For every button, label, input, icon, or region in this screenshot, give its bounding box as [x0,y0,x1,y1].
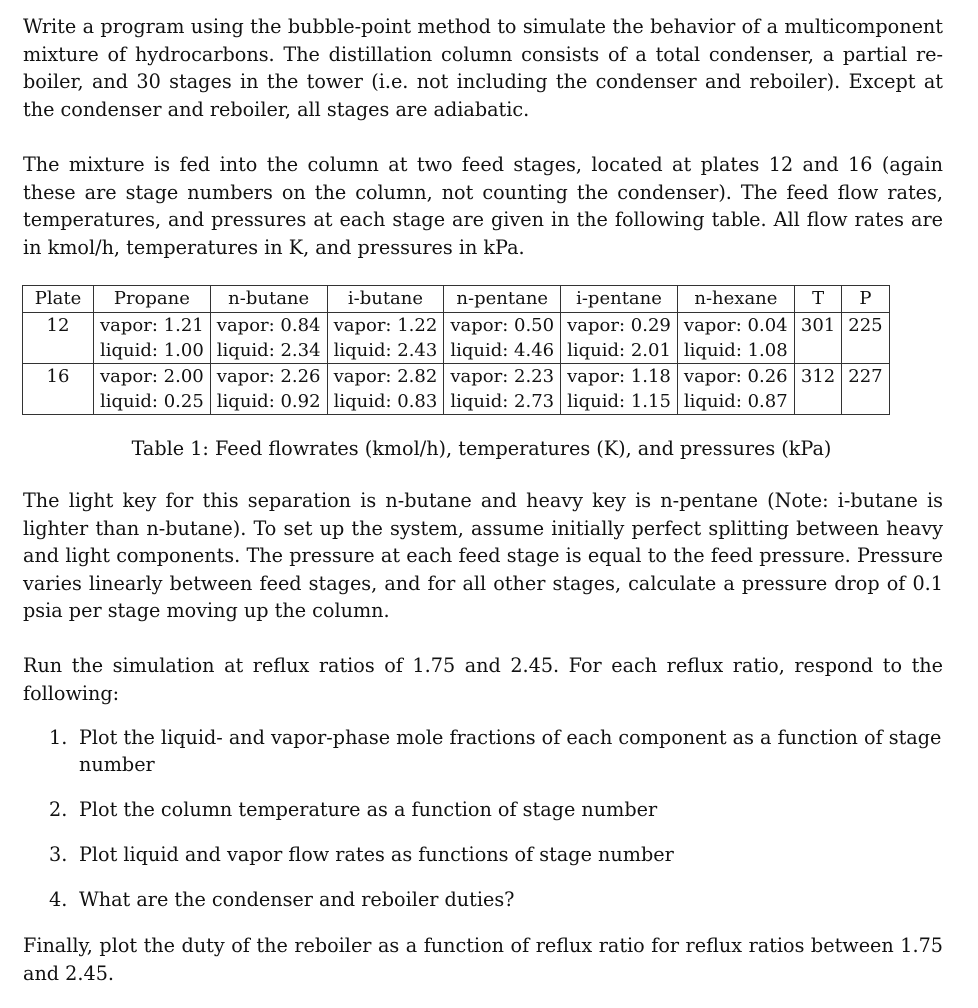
liquid-value: liquid: 0.87 [683,391,788,412]
propane-cell [94,364,211,415]
vapor-value: vapor: 2.26 [216,366,321,387]
liquid-value: liquid: 2.43 [333,340,438,361]
list-item [23,724,943,778]
final-paragraph: Finally, plot the duty of the reboiler as a function of reflux ratio for reflux ratios between 1.75 and 2.45. [23,934,943,985]
vapor-value: vapor: 0.26 [683,366,788,387]
list-number: 3. [49,843,68,866]
liquid-value: liquid: 2.73 [450,391,555,412]
liquid-value: liquid: 2.01 [567,340,671,361]
liquid-value: liquid: 0.92 [216,391,321,412]
vapor-value: vapor: 1.18 [567,366,671,387]
list-text: Plot the column temperature as a function of stage number [79,798,658,821]
vapor-value: vapor: 0.50 [450,315,555,336]
keys-paragraph: The light key for this separation is n-butane and heavy key is n-pentane (Note: i-butane is lighter than n-butane). To set up the system, assume initially perfect splitting between heavy and light components. The pressure at each feed stage is equal to the feed pressure. Pressure varies linearly between feed stages, and for all other stages, calculate a pressure drop of 0.1 psia per stage moving up the column. [23,489,943,622]
liquid-value: liquid: 1.00 [100,340,204,361]
run-paragraph: Run the simulation at reflux ratios of 1.75 and 2.45. For each reflux ratio, respond to the following: [23,654,943,705]
vapor-value: vapor: 0.04 [683,315,788,336]
table-row [23,364,890,415]
header-temperature: T [794,286,841,313]
n-pentane-cell [444,364,561,415]
temperature-cell: 312 [794,364,841,415]
vapor-value: vapor: 0.29 [567,315,671,336]
liquid-value: liquid: 4.46 [450,340,555,361]
table-header-row [23,286,890,313]
vapor-value: vapor: 0.84 [216,315,321,336]
propane-cell [94,313,211,364]
list-number: 1. [49,726,68,749]
list-item [23,796,943,823]
header-n-pentane: n-pentane [444,286,561,313]
i-butane-cell [327,313,444,364]
list-item [23,886,943,913]
table-row [23,313,890,364]
list-number: 2. [49,798,68,821]
header-i-butane: i-butane [327,286,444,313]
list-number: 4. [49,888,68,911]
header-pressure: P [842,286,889,313]
liquid-value: liquid: 1.08 [683,340,788,361]
list-text: Plot the liquid- and vapor-phase mole fractions of each component as a function of stage number [79,726,942,776]
header-n-butane: n-butane [210,286,327,313]
i-pentane-cell [561,364,678,415]
i-butane-cell [327,364,444,415]
liquid-value: liquid: 0.25 [100,391,204,412]
table-caption: Table 1: Feed flowrates (kmol/h), temperatures (K), and pressures (kPa) [131,437,832,460]
i-pentane-cell [561,313,678,364]
vapor-value: vapor: 2.23 [450,366,555,387]
header-n-hexane: n-hexane [677,286,794,313]
vapor-value: vapor: 2.00 [100,366,204,387]
list-text: Plot liquid and vapor flow rates as functions of stage number [79,843,674,866]
n-hexane-cell [677,364,794,415]
header-i-pentane: i-pentane [561,286,678,313]
n-hexane-cell [677,313,794,364]
pressure-cell: 225 [842,313,889,364]
intro-paragraph: Write a program using the bubble-point method to simulate the behavior of a multicomponent mixture of hydrocarbons. The distillation column consists of a total condenser, a partial re-boiler, and 30 stages in the tower (i.e. not including the condenser and reboiler). Except at the condenser and reboiler, all stages are adiabatic. [23,15,943,121]
plate-cell: 12 [23,313,94,364]
liquid-value: liquid: 2.34 [216,340,321,361]
list-text: What are the condenser and reboiler duties? [79,888,515,911]
pressure-cell: 227 [842,364,889,415]
header-plate: Plate [23,286,94,313]
liquid-value: liquid: 1.15 [567,391,671,412]
vapor-value: vapor: 2.82 [333,366,438,387]
liquid-value: liquid: 0.83 [333,391,438,412]
temperature-cell: 301 [794,313,841,364]
list-item [23,841,943,868]
task-list [23,724,943,931]
feed-paragraph: The mixture is fed into the column at two feed stages, located at plates 12 and 16 (again these are stage numbers on the column, not counting the condenser). The feed flow rates, temperatures, and pressures at each stage are given in the following table. All flow rates are in kmol/h, temperatures in K, and pressures in kPa. [23,153,943,259]
feed-table [22,285,890,415]
header-propane: Propane [94,286,211,313]
vapor-value: vapor: 1.21 [100,315,204,336]
plate-cell: 16 [23,364,94,415]
n-butane-cell [210,313,327,364]
n-pentane-cell [444,313,561,364]
vapor-value: vapor: 1.22 [333,315,438,336]
n-butane-cell [210,364,327,415]
